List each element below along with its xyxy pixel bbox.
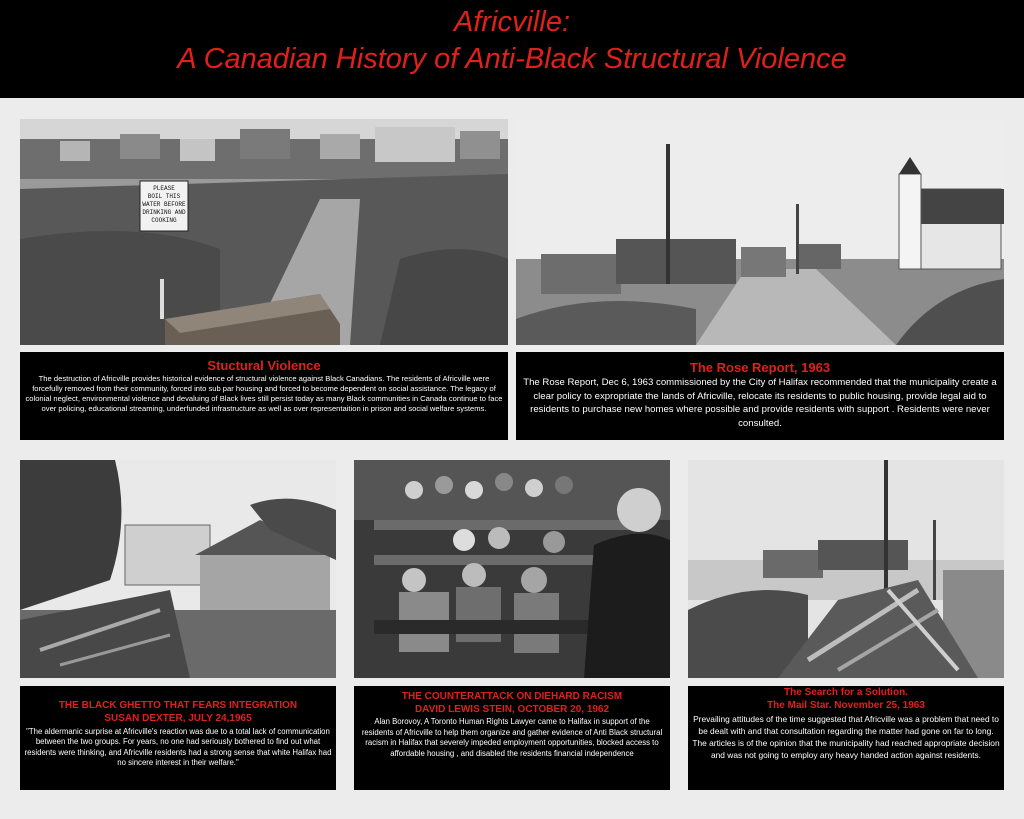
sign-line: DRINKING AND [142, 209, 186, 216]
panel-search-solution [688, 686, 1004, 790]
panel-title-line2: DAVID LEWIS STEIN, OCTOBER 20, 1962 [414, 704, 610, 715]
panel-title-line2: SUSAN DEXTER, JULY 24,1965 [104, 713, 252, 724]
panel-body: The Rose Report, Dec 6, 1963 commissioned by the City of Halifax recommended that the municipality create a clear policy to expropriate the lands of Africville, relocate its residents to public housing, provide legal aid to residents to purchase new homes where possible and provide residents with support . Residents were never consulted. [523, 377, 997, 429]
panel-body: The destruction of Africville provides historical evidence of structural violence against Black Canadians. The residents of Africville were forcefully removed from their community, forced into sub par housing and forced to become dependent on social assistance. The legacy of colonial neglect, environmental violence and devaluing of Black lives still persist today as many Black communities in Canada continue to face over policing, educational streaming, underfunded infrastructure as well as over representaition in prison and social welfare systems. [25, 374, 503, 413]
panel-body: Alan Borovoy, A Toronto Human Rights Lawyer came to Halifax in support of the residents of Africville to help them organize and gather evidence of Anti Black structural racism in Halifax that severely impeded employment opportunities, blocked access to affordable housing , and disabled the residents financial independence [361, 717, 663, 758]
page-header [0, 0, 1024, 98]
page-title-line1: Africville: [453, 6, 570, 38]
panel-title-line1: THE BLACK GHETTO THAT FEARS INTEGRATION [58, 700, 298, 711]
panel-title-line1: THE COUNTERATTACK ON DIEHARD RACISM [401, 691, 623, 702]
sign-line: WATER BEFORE [142, 201, 186, 208]
photo-meeting [354, 460, 670, 678]
sign-line: COOKING [151, 217, 177, 224]
sign-line: BOIL THIS [147, 193, 181, 200]
page-title-line2: A Canadian History of Anti-Black Structural Violence [177, 43, 847, 75]
panel-title-line1: The Search for a Solution. [784, 687, 908, 698]
panel-title: The Rose Report, 1963 [689, 360, 831, 375]
panel-body: "The aldermanic surprise at Africville's reaction was due to a total lack of communication between the two groups. For years, no one had seriously bothered to find out what residents were thinking, and Africville residents had a strong sense that white Halifax had no sincere interest in their welfare." [24, 727, 332, 767]
panel-structural-violence [20, 352, 508, 440]
panel-black-ghetto [20, 686, 336, 790]
photo-houses-debris [20, 460, 336, 678]
panel-body: Prevailing attitudes of the time suggested that Africville was a problem that need to be dealt with and that consultation regarding the matter had gone on far to long. The articles is of the opinion that the municipality had reached appropriate decision and was not going to employ any heavy handed action against residents. [692, 714, 1000, 760]
sign-text [141, 185, 187, 225]
panel-rose-report [516, 352, 1004, 440]
panel-title: Stuctural Violence [207, 358, 321, 373]
photo-africville-sign [20, 119, 508, 345]
photo-road-church [516, 119, 1004, 345]
sign-line: PLEASE [153, 185, 175, 192]
panel-title-line2: The Mail Star. November 25, 1963 [767, 700, 925, 711]
photo-rubble [688, 460, 1004, 678]
panel-counterattack [354, 686, 670, 790]
